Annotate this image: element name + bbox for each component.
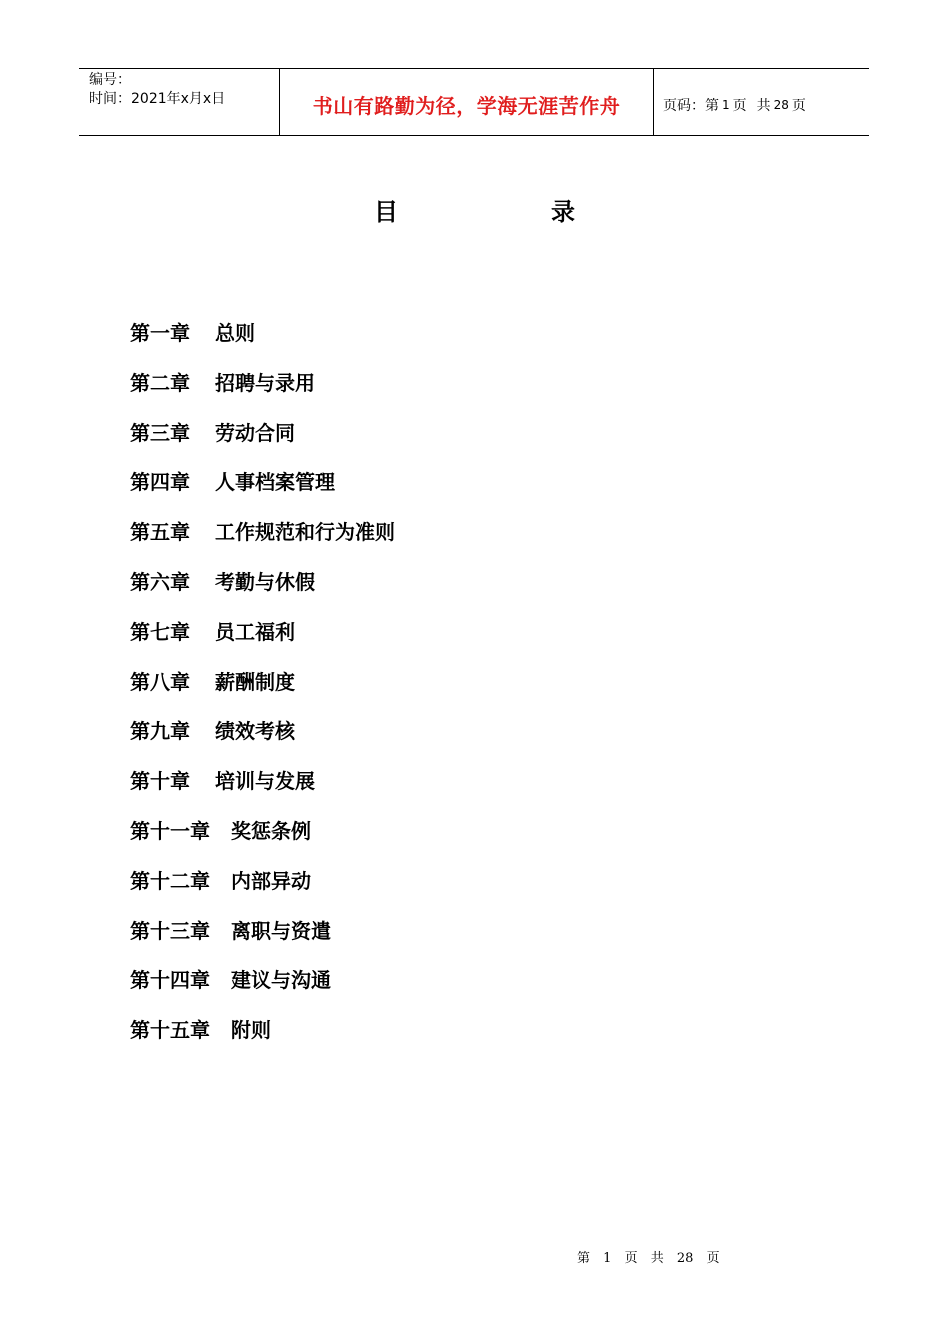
- toc-chapter-title: 离职与资遣: [231, 918, 331, 943]
- header-total-label: 共: [756, 97, 771, 114]
- toc-chapter-title: 人事档案管理: [215, 470, 335, 495]
- footer-prefix: 第: [577, 1251, 591, 1266]
- toc-entry: [130, 515, 395, 565]
- toc-entry: [130, 864, 395, 914]
- header-page-info: [654, 69, 869, 136]
- toc-entry: [130, 316, 395, 366]
- toc-title-char-1: 目: [374, 198, 398, 226]
- header-motto: 书山有路勤为径，学海无涯苦作舟: [312, 94, 621, 118]
- header-meta: [79, 69, 280, 136]
- toc-entry: [130, 963, 395, 1013]
- footer-total-pages: 28: [676, 1251, 694, 1266]
- toc-title: [0, 192, 950, 228]
- page-header: [79, 68, 869, 136]
- header-total-unit: 页: [791, 97, 806, 114]
- toc-chapter-title: 内部异动: [231, 868, 311, 893]
- document-number-label: 编号：: [89, 72, 131, 88]
- toc-entry: [130, 914, 395, 964]
- toc-chapter-title: 奖惩条例: [231, 818, 311, 843]
- footer-page-unit: 页: [624, 1251, 638, 1266]
- toc-chapter-title: 总则: [215, 321, 255, 345]
- toc-entry: [130, 465, 395, 515]
- footer-page-number: 1: [603, 1251, 612, 1266]
- header-motto-cell: [280, 69, 654, 136]
- toc-chapter-number: 第八章: [130, 669, 190, 694]
- toc-entry: [130, 565, 395, 615]
- toc-entry: [130, 416, 395, 466]
- header-total-pages: 28: [773, 97, 789, 112]
- toc-chapter-title: 员工福利: [215, 619, 295, 644]
- toc-entry: [130, 1013, 395, 1063]
- toc-chapter-title: 附则: [231, 1018, 271, 1043]
- footer-total-unit: 页: [706, 1251, 720, 1266]
- table-of-contents: [130, 316, 395, 1063]
- header-page-unit: 页: [732, 97, 747, 114]
- toc-chapter-number: 第二章: [130, 370, 190, 395]
- toc-chapter-number: 第十三章: [130, 918, 210, 943]
- toc-chapter-title: 招聘与录用: [215, 370, 315, 395]
- toc-entry: [130, 814, 395, 864]
- toc-chapter-title: 建议与沟通: [231, 968, 331, 993]
- toc-chapter-number: 第一章: [130, 321, 190, 345]
- toc-chapter-title: 薪酬制度: [215, 669, 295, 694]
- toc-chapter-number: 第十章: [130, 769, 190, 794]
- toc-chapter-title: 工作规范和行为准则: [215, 520, 395, 545]
- toc-chapter-number: 第十四章: [130, 968, 210, 993]
- header-page-label: 页码：第: [663, 97, 719, 114]
- toc-chapter-number: 第四章: [130, 470, 190, 495]
- toc-entry: [130, 714, 395, 764]
- toc-chapter-number: 第五章: [130, 520, 190, 545]
- toc-title-char-2: 录: [551, 198, 575, 226]
- toc-entry: [130, 764, 395, 814]
- toc-chapter-title: 劳动合同: [215, 420, 295, 445]
- toc-entry: [130, 665, 395, 715]
- toc-chapter-number: 第九章: [130, 719, 190, 744]
- toc-chapter-number: 第十二章: [130, 868, 210, 893]
- toc-chapter-title: 绩效考核: [215, 719, 295, 744]
- toc-chapter-title: 考勤与休假: [215, 569, 315, 594]
- toc-chapter-number: 第三章: [130, 420, 190, 445]
- toc-chapter-number: 第六章: [130, 569, 190, 594]
- toc-chapter-title: 培训与发展: [215, 769, 315, 794]
- document-time-label: 时间：2021年x月x日: [89, 91, 226, 107]
- page-footer: [577, 1247, 729, 1266]
- toc-chapter-number: 第十一章: [130, 818, 210, 843]
- toc-chapter-number: 第七章: [130, 619, 190, 644]
- header-page-number: 1: [722, 97, 730, 112]
- toc-entry: [130, 615, 395, 665]
- toc-chapter-number: 第十五章: [130, 1018, 210, 1043]
- footer-total-label: 共: [650, 1251, 664, 1266]
- toc-entry: [130, 366, 395, 416]
